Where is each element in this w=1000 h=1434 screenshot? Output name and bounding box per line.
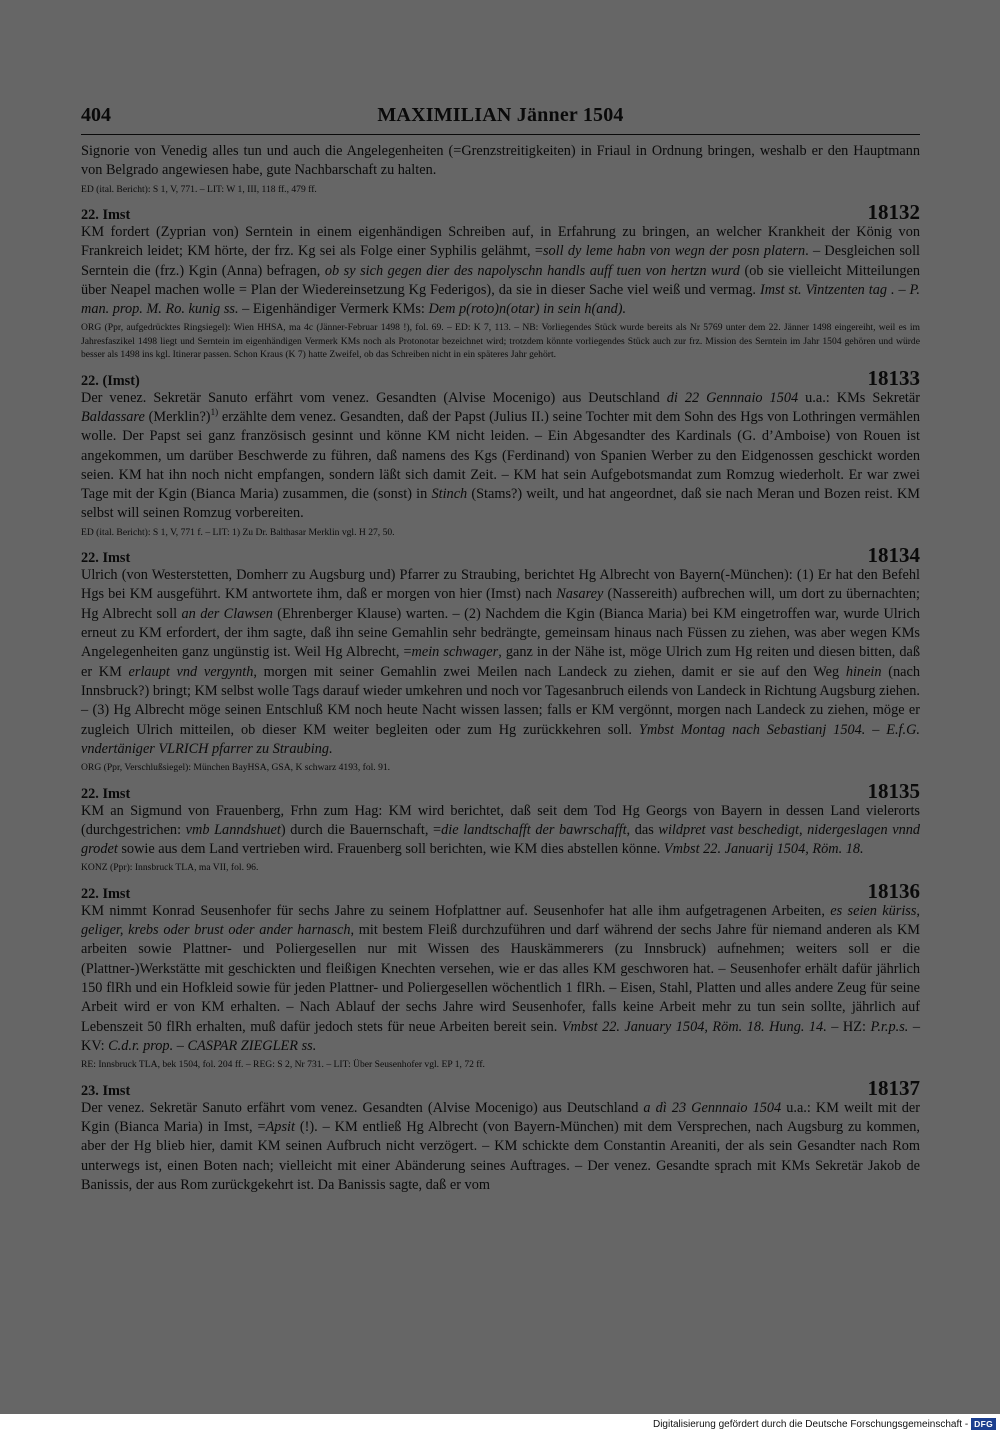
- entry-source-note: ED (ital. Bericht): S 1, V, 771 f. – LIT: 1) Zu Dr. Balthasar Merklin vgl. H 27, 50.: [81, 526, 395, 538]
- quoted-source-text: soll dy leme habn von wegn der posn platern: [542, 243, 806, 260]
- text-run: , ganz in der Nähe ist, möge Ulrich zum Hg reiten und diesen bitten, daß er KM: [81, 644, 921, 680]
- entry: [81, 365, 920, 539]
- continuation-note: ED (ital. Bericht): S 1, V, 771. – LIT: W 1, III, 118 ff., 479 ff.: [81, 183, 317, 195]
- quoted-source-text: di 22 Gennnaio 1504: [666, 389, 799, 406]
- quoted-source-text: Dem p(roto)n(otar) in sein h(and).: [428, 301, 627, 318]
- entries-list: [81, 202, 920, 1195]
- document-page: [81, 104, 920, 1195]
- entry-text: [81, 566, 920, 759]
- entry-number: 18136: [867, 878, 920, 903]
- entry-number: 18132: [867, 200, 920, 224]
- entry-header: [81, 202, 920, 223]
- text-run: – Eigenhändiger Vermerk KMs:: [238, 301, 429, 318]
- text-run: ) durch die Bauernschaft, =: [280, 821, 442, 838]
- text-run: (Stams?) weilt, und hat angeordnet, daß sie nach Meran und Bozen reist. KM selbst will seinen Romzug vorbereiten.: [81, 486, 920, 522]
- running-title: MAXIMILIAN Jänner 1504: [377, 104, 624, 126]
- text-run: , das: [626, 821, 659, 838]
- quoted-source-text: vmb Lanndshuet: [185, 821, 281, 838]
- text-run: (!). – KM entließ Hg Albrecht (von Bayern-München) mit dem Versprechen, nach Augsburg zu kommen, aber der Hg blieb hier, damit KM seinen Aufbruch nicht verzögert. – KM schickte dem Constantin Areaniti, der als sein Gesandter nach Rom unterwegs ist, einen Boten nach; vielleicht mit einer Abänderung seines Auftrages. – Der venez. Gesandte sprach mit KMs Sekretär Jakob de Banissis, der aus Rom zurückgekehrt ist. Da Banissis sagte, daß er vom: [81, 1118, 920, 1193]
- text-run: Der venez. Sekretär Sanuto erfährt vom venez. Gesandten (Alvise Mocenigo) aus Deutschland: [81, 389, 667, 406]
- entry-header: [81, 545, 920, 566]
- text-run: KM fordert (Zyprian von) Serntein in einem eigenhändigen Schreiben auf, in Erfahrung zu bringen, an welcher Krankheit der König von Frankreich leidet; KM hörte, der frz. Kg sei als Folge einer Syphilis gelähmt, =: [81, 224, 920, 260]
- entry-date: 22. Imst: [81, 550, 131, 567]
- text-run: u.a.: KMs Sekretär: [798, 389, 920, 406]
- entry-header: [81, 778, 920, 803]
- quoted-source-text: Apsit: [265, 1118, 295, 1135]
- dfg-logo-icon: DFG: [971, 1418, 996, 1430]
- quoted-source-text: Vmbst 22. January 1504, Röm. 18. Hung. 14.: [561, 1018, 827, 1035]
- text-run: Der venez. Sekretär Sanuto erfährt vom venez. Gesandten (Alvise Mocenigo) aus Deutschland: [81, 1099, 644, 1116]
- text-run: Ulrich (von Westerstetten, Domherr zu Augsburg und) Pfarrer zu Straubing, berichtet Hg Albrecht von Bayern(-München): (1) Er hat den Befehl Hgs bei KM ausgeführt. KM antwortete ihm, daß er morgen von hier (Imst) nach: [81, 567, 920, 603]
- quoted-source-text: die landtschafft der bawrschafft: [441, 821, 627, 838]
- entry-source-note: KONZ (Ppr): Innsbruck TLA, ma VII, fol. 96.: [81, 862, 259, 874]
- text-run: , morgen mit seiner Gemahlin zwei Meilen nach Landeck zu ziehen, damit er sie auf den Weg: [253, 663, 846, 680]
- document-body: [81, 142, 920, 1195]
- text-run: – HZ:: [826, 1018, 871, 1035]
- quoted-source-text: Stinch: [431, 486, 468, 503]
- quoted-source-text: P.r.p.s.: [870, 1018, 909, 1035]
- entry-date: 22. Imst: [81, 785, 131, 802]
- text-run: (Ehrenberger Klause) warten. – (2) Nachdem die Kgin (Bianca Maria) bei KM eingetroffen war, wurde Ulrich erneut zu KM erfordert, der ihm sagte, daß ihn seine Gemahlin sehr bedrängte, gemeinsam hinaus nach Füssen zu ziehen, was aber wegen KMs Angelegenheiten ganz ungünstig ist. Weil Hg Albrecht, =: [81, 605, 920, 661]
- entry-text: [81, 223, 920, 319]
- quoted-source-text: erlaupt vnd vergynth: [128, 663, 254, 680]
- quoted-source-text: Imst st. Vintzenten tag . – P. man. prop. M. Ro. kunig ss.: [81, 281, 921, 318]
- continuation-text: Signorie von Venedig alles tun und auch die Angelegenheiten (=Grenzstreitigkeiten) in Friaul in Ordnung bringen, weshalb er den Hauptmann von Belgrado angewiesen habe, gute Nachbarschaft zu halten.: [81, 143, 920, 179]
- text-run: KM an Sigmund von Frauenberg, Frhn zum Hag: KM wird berichtet, daß seit dem Tod Hg Georgs von Bayern in dessen Land vielerorts (durchgestrichen:: [81, 802, 920, 838]
- quoted-source-text: es seien küriss, geliger, krebs oder brust oder ander harnasch: [81, 902, 920, 939]
- entry-text: [81, 389, 920, 524]
- entry-source-note: ORG (Ppr, aufgedrücktes Ringsiegel): Wien HHSA, ma 4c (Jänner-Februar 1498 !), fol. 69. – ED: K 7, 113. – NB: Vorliegendes Stück wurde bereits als Nr 5769 unter dem 22. Jänner 1498 eingereiht, weil es im Jahresfaszikel 1498 liegt und Serntein im eigenhändigen Vermerk KMs noch als Protonotar bezeichnet wird; trotzdem könnte vorliegendes Stück auch zur frz. Mission des Serntein im Jahr 1504 gehören und würde besser als 1498 ins kgl. Itinerar passen. Schon Kraus (K 7) hatte Zweifel, ob das Schreiben nicht in ein späteres Jahr gehört.: [81, 322, 920, 361]
- text-run: (ob sie vielleicht Mitteilungen über Neapel machen wolle = Plan der Wiedereinsetzung Kg Federigos), da sie in dieser Sache viel weiß und vermag.: [81, 262, 920, 298]
- entry-number: 18133: [867, 365, 920, 390]
- quoted-source-text: hinein: [845, 663, 882, 680]
- text-run: erzählte dem venez. Gesandten, daß der Papst (Julius II.) seine Tochter mit dem Sohn des Hgs von Lothringen vermählen wolle. Der Papst sei ganz französisch gesinnt und könne KM nicht leiden. – Ein Abgesandter des Kardinals (G. d’Amboise) von Rouen ist angekommen, um darüber Beschwerde zu führen, daß namens des Kgs (Ferdinand) von Spanien Werber zu den Eidgenossen geschickt worden seien. KM hat ihn noch nicht empfangen, sondern läßt sich damit Zeit. – KM hat sein Aufgebotsmandat zum Romzug wiederholt. Er war zwei Tage mit der Kgin (Bianca Maria) zusammen, die (sonst) in: [81, 409, 920, 503]
- entry-text: [81, 1099, 920, 1195]
- footer-text: Digitalisierung gefördert durch die Deutsche Forschungsgemeinschaft -: [652, 1418, 969, 1430]
- quoted-source-text: Nasarey: [556, 586, 604, 603]
- quoted-source-text: C.d.r. prop.: [108, 1037, 174, 1054]
- page-number: 404: [81, 104, 111, 126]
- entry-header: [81, 365, 920, 390]
- footnote-marker: 1): [210, 407, 219, 418]
- entry-date: 22. (Imst): [81, 372, 140, 389]
- entry: [81, 1075, 921, 1195]
- entry-text: [81, 802, 920, 860]
- text-run: (Merklin?): [144, 409, 211, 425]
- quoted-source-text: mein schwager: [411, 644, 499, 661]
- entry: [81, 545, 920, 774]
- entry-number: 18135: [867, 778, 920, 803]
- text-run: u.a.: KM weilt mit der Kgin (Bianca Maria) in Imst, =: [81, 1099, 921, 1135]
- entry-source-note: RE: Innsbruck TLA, bek 1504, fol. 204 ff. – REG: S 2, Nr 731. – LIT: Über Seusenhofer vgl. EP 1, 72 ff.: [81, 1059, 485, 1071]
- quoted-source-text: a dì 23 Gennnaio 1504: [643, 1099, 782, 1116]
- text-run: . – Desgleichen soll Serntein die (frz.) Kgin (Anna) befragen,: [81, 243, 921, 279]
- text-run: (Nassereith) aufbrechen will, um dort zu übernachten; Hg Albrecht soll: [81, 586, 920, 622]
- text-run: –: [173, 1037, 188, 1054]
- entry: [81, 878, 921, 1072]
- entry: [81, 202, 920, 362]
- text-run: KM nimmt Konrad Seusenhofer für sechs Jahre zu seinem Hofplattner auf. Seusenhofer hat alle ihm aufgetragenen Arbeiten,: [81, 902, 831, 919]
- entry-date: 22. Imst: [81, 885, 131, 902]
- entry-date: 22. Imst: [81, 207, 131, 223]
- entry-number: 18134: [867, 543, 920, 568]
- footer: [653, 1418, 996, 1430]
- entry-date: 23. Imst: [81, 1082, 131, 1099]
- entry-header: [81, 1075, 920, 1100]
- entry-number: 18137: [867, 1075, 920, 1100]
- text-run: – KV:: [81, 1018, 921, 1054]
- quoted-source-text: ob sy sich gegen dier des napolyschn handls auff tuen von hertzn wurd: [324, 262, 740, 279]
- text-run: sowie aus dem Land vertrieben wird. Frauenberg soll berichten, wie KM dies abstellen könne.: [117, 841, 664, 858]
- entry: [81, 778, 921, 875]
- running-header: [81, 104, 920, 135]
- quoted-source-text: wildpret vast beschedigt, nidergeslagen vnnd grodet: [81, 821, 921, 858]
- entry-header: [81, 878, 920, 903]
- quoted-source-text: an der Clawsen: [181, 605, 273, 622]
- text-run: (nach Innsbruck?) bringt; KM selbst wolle Tags darauf wieder umkehren und noch vor Tagesanbruch eilends von Landeck in Richtung Augsburg ziehen. – (3) Hg Albrecht möge seinen Entschluß KM noch heute Nacht wissen lassen; falls er KM vergönnt, morgen nach Landeck zu ziehen, möge er zugleich Ulrich mitteilen, ob dieser KM weiter begleiten oder zum Hg zurückkehren soll.: [81, 663, 921, 738]
- quoted-source-text: Ymbst Montag nach Sebastianj 1504. – E.f.G. vndertäniger VLRICH pfarrer zu Straubing.: [81, 721, 921, 757]
- quoted-source-text: Vmbst 22. Januarij 1504, Röm. 18.: [663, 841, 864, 858]
- entry-source-note: ORG (Ppr, Verschlußsiegel): München BayHSA, GSA, K schwarz 4193, fol. 91.: [81, 762, 391, 774]
- text-run: , mit bestem Fleiß durchzuführen und darf während der sechs Jahre für niemand anderen als KM arbeiten sowie Plattner- und Poliergesellen nur mit Wissen des Hauskämmerers (zu Innsbruck) aufnehmen; weiters soll er die (Plattner-)Werkstätte mit geschickten und fleißigen Knechten versehen, wie er das alles KM geschworen hat. – Seusenhofer erhält dafür jährlich 150 flRh und ein Hofkleid sowie für jeden Plattner- und Poliergesellen wöchentlich 1 flRh. – Eisen, Stahl, Platten und alles andere Zeug für seine Arbeit wird er von KM erhalten. – Nach Ablauf der sechs Jahre wird Seusenhofer, falls keine Arbeit mehr zu tun sein sollte, jährlich auf Lebenszeit 50 flRh erhalten, muß dafür jedoch stets für neue Arbeiten bereit sein.: [81, 922, 920, 1035]
- quoted-source-text: CASPAR ZIEGLER ss.: [187, 1037, 317, 1054]
- quoted-source-text: Baldassare: [81, 409, 145, 425]
- entry-text: [81, 902, 920, 1056]
